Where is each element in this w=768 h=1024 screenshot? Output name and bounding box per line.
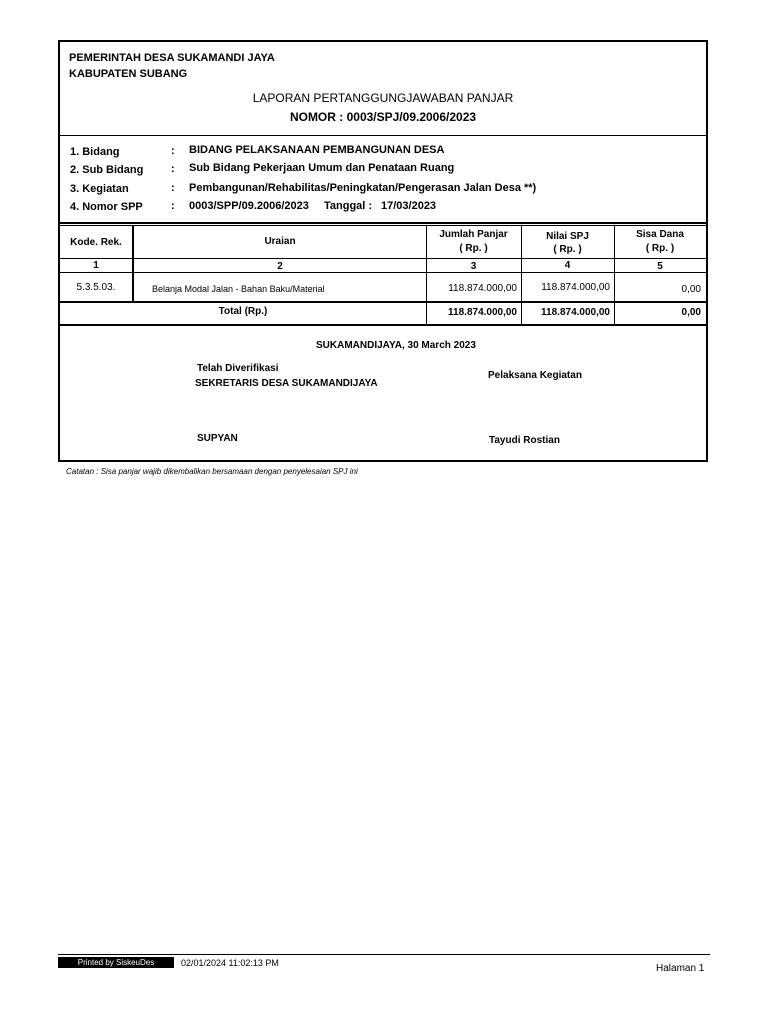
- row-sisa: 0,00: [681, 284, 701, 295]
- row-kode: 5.3.5.03.: [76, 282, 116, 293]
- table-row-border: [60, 301, 706, 303]
- tanggal-value: 17/03/2023: [381, 200, 437, 212]
- executor-title: Pelaksana Kegiatan: [488, 370, 582, 381]
- info-value-bidang: BIDANG PELAKSANAAN PEMBANGUNAN DESA: [189, 144, 445, 156]
- info-sep: :: [171, 145, 175, 157]
- info-label-nomor-spp: 4. Nomor SPP: [70, 201, 143, 213]
- divider: [60, 135, 706, 136]
- footnote: Catatan : Sisa panjar wajib dikembalikan bersamaan dengan penyelesaian SPJ ini: [66, 467, 358, 476]
- col-header-sisa: Sisa Dana: [636, 229, 684, 240]
- executor-name: Tayudi Rostian: [489, 435, 560, 446]
- col-header-jumlah-unit: ( Rp. ): [459, 243, 488, 254]
- footer-divider: [58, 954, 710, 955]
- row-nilai: 118.874.000,00: [541, 282, 610, 293]
- place-date: SUKAMANDIJAYA, 30 March 2023: [316, 340, 476, 351]
- col-number: 3: [470, 261, 477, 272]
- report-title: LAPORAN PERTANGGUNGJAWABAN PANJAR: [252, 91, 514, 105]
- total-sisa: 0,00: [681, 307, 701, 318]
- secretary-name: SUPYAN: [197, 433, 238, 444]
- info-sep: :: [171, 182, 175, 194]
- secretary-title: SEKRETARIS DESA SUKAMANDIJAYA: [195, 378, 378, 389]
- verified-label: Telah Diverifikasi: [197, 363, 279, 374]
- table-total-border: [60, 324, 706, 326]
- col-header-uraian: Uraian: [264, 236, 296, 247]
- tanggal-label: Tanggal :: [324, 200, 373, 212]
- header-government: PEMERINTAH DESA SUKAMANDI JAYA: [69, 52, 275, 64]
- table-number-border: [60, 272, 706, 273]
- report-number: NOMOR : 0003/SPJ/09.2006/2023: [289, 110, 477, 124]
- info-value-kegiatan: Pembangunan/Rehabilitas/Peningkatan/Pengerasan Jalan Desa **): [189, 182, 537, 194]
- report-frame: [58, 40, 708, 462]
- table-top-border-inner: [60, 225, 706, 226]
- table-header-border: [60, 258, 706, 259]
- col-header-jumlah: Jumlah Panjar: [439, 229, 508, 240]
- total-label: Total (Rp.): [218, 306, 268, 317]
- total-nilai: 118.874.000,00: [541, 307, 610, 318]
- col-header-nilai-unit: ( Rp. ): [553, 244, 582, 255]
- col-header-sisa-unit: ( Rp. ): [645, 243, 675, 254]
- info-label-bidang: 1. Bidang: [70, 146, 120, 158]
- col-number: 5: [657, 261, 663, 272]
- row-uraian: Belanja Modal Jalan - Bahan Baku/Material: [152, 284, 325, 294]
- col-header-kode: Kode. Rek.: [70, 237, 122, 248]
- header-regency: KABUPATEN SUBANG: [69, 68, 188, 80]
- col-header-nilai: Nilai SPJ: [546, 231, 589, 242]
- info-sep: :: [171, 200, 175, 212]
- info-value-sub-bidang: Sub Bidang Pekerjaan Umum dan Penataan Ruang: [189, 162, 455, 174]
- col-number: 1: [93, 260, 99, 271]
- row-jumlah: 118.874.000,00: [448, 283, 517, 294]
- info-value-nomor-spp: 0003/SPP/09.2006/2023: [189, 200, 309, 212]
- printed-by-badge: Printed by SiskeuDes: [58, 957, 174, 968]
- col-number: 4: [564, 260, 571, 271]
- page-number: Halaman 1: [656, 963, 705, 974]
- info-sep: :: [171, 163, 175, 175]
- total-jumlah: 118.874.000,00: [448, 307, 517, 318]
- info-label-kegiatan: 3. Kegiatan: [70, 183, 129, 195]
- table-top-border: [60, 222, 706, 224]
- col-number: 2: [277, 261, 283, 272]
- info-label-sub-bidang: 2. Sub Bidang: [70, 164, 144, 176]
- print-timestamp: 02/01/2024 11:02:13 PM: [181, 958, 279, 968]
